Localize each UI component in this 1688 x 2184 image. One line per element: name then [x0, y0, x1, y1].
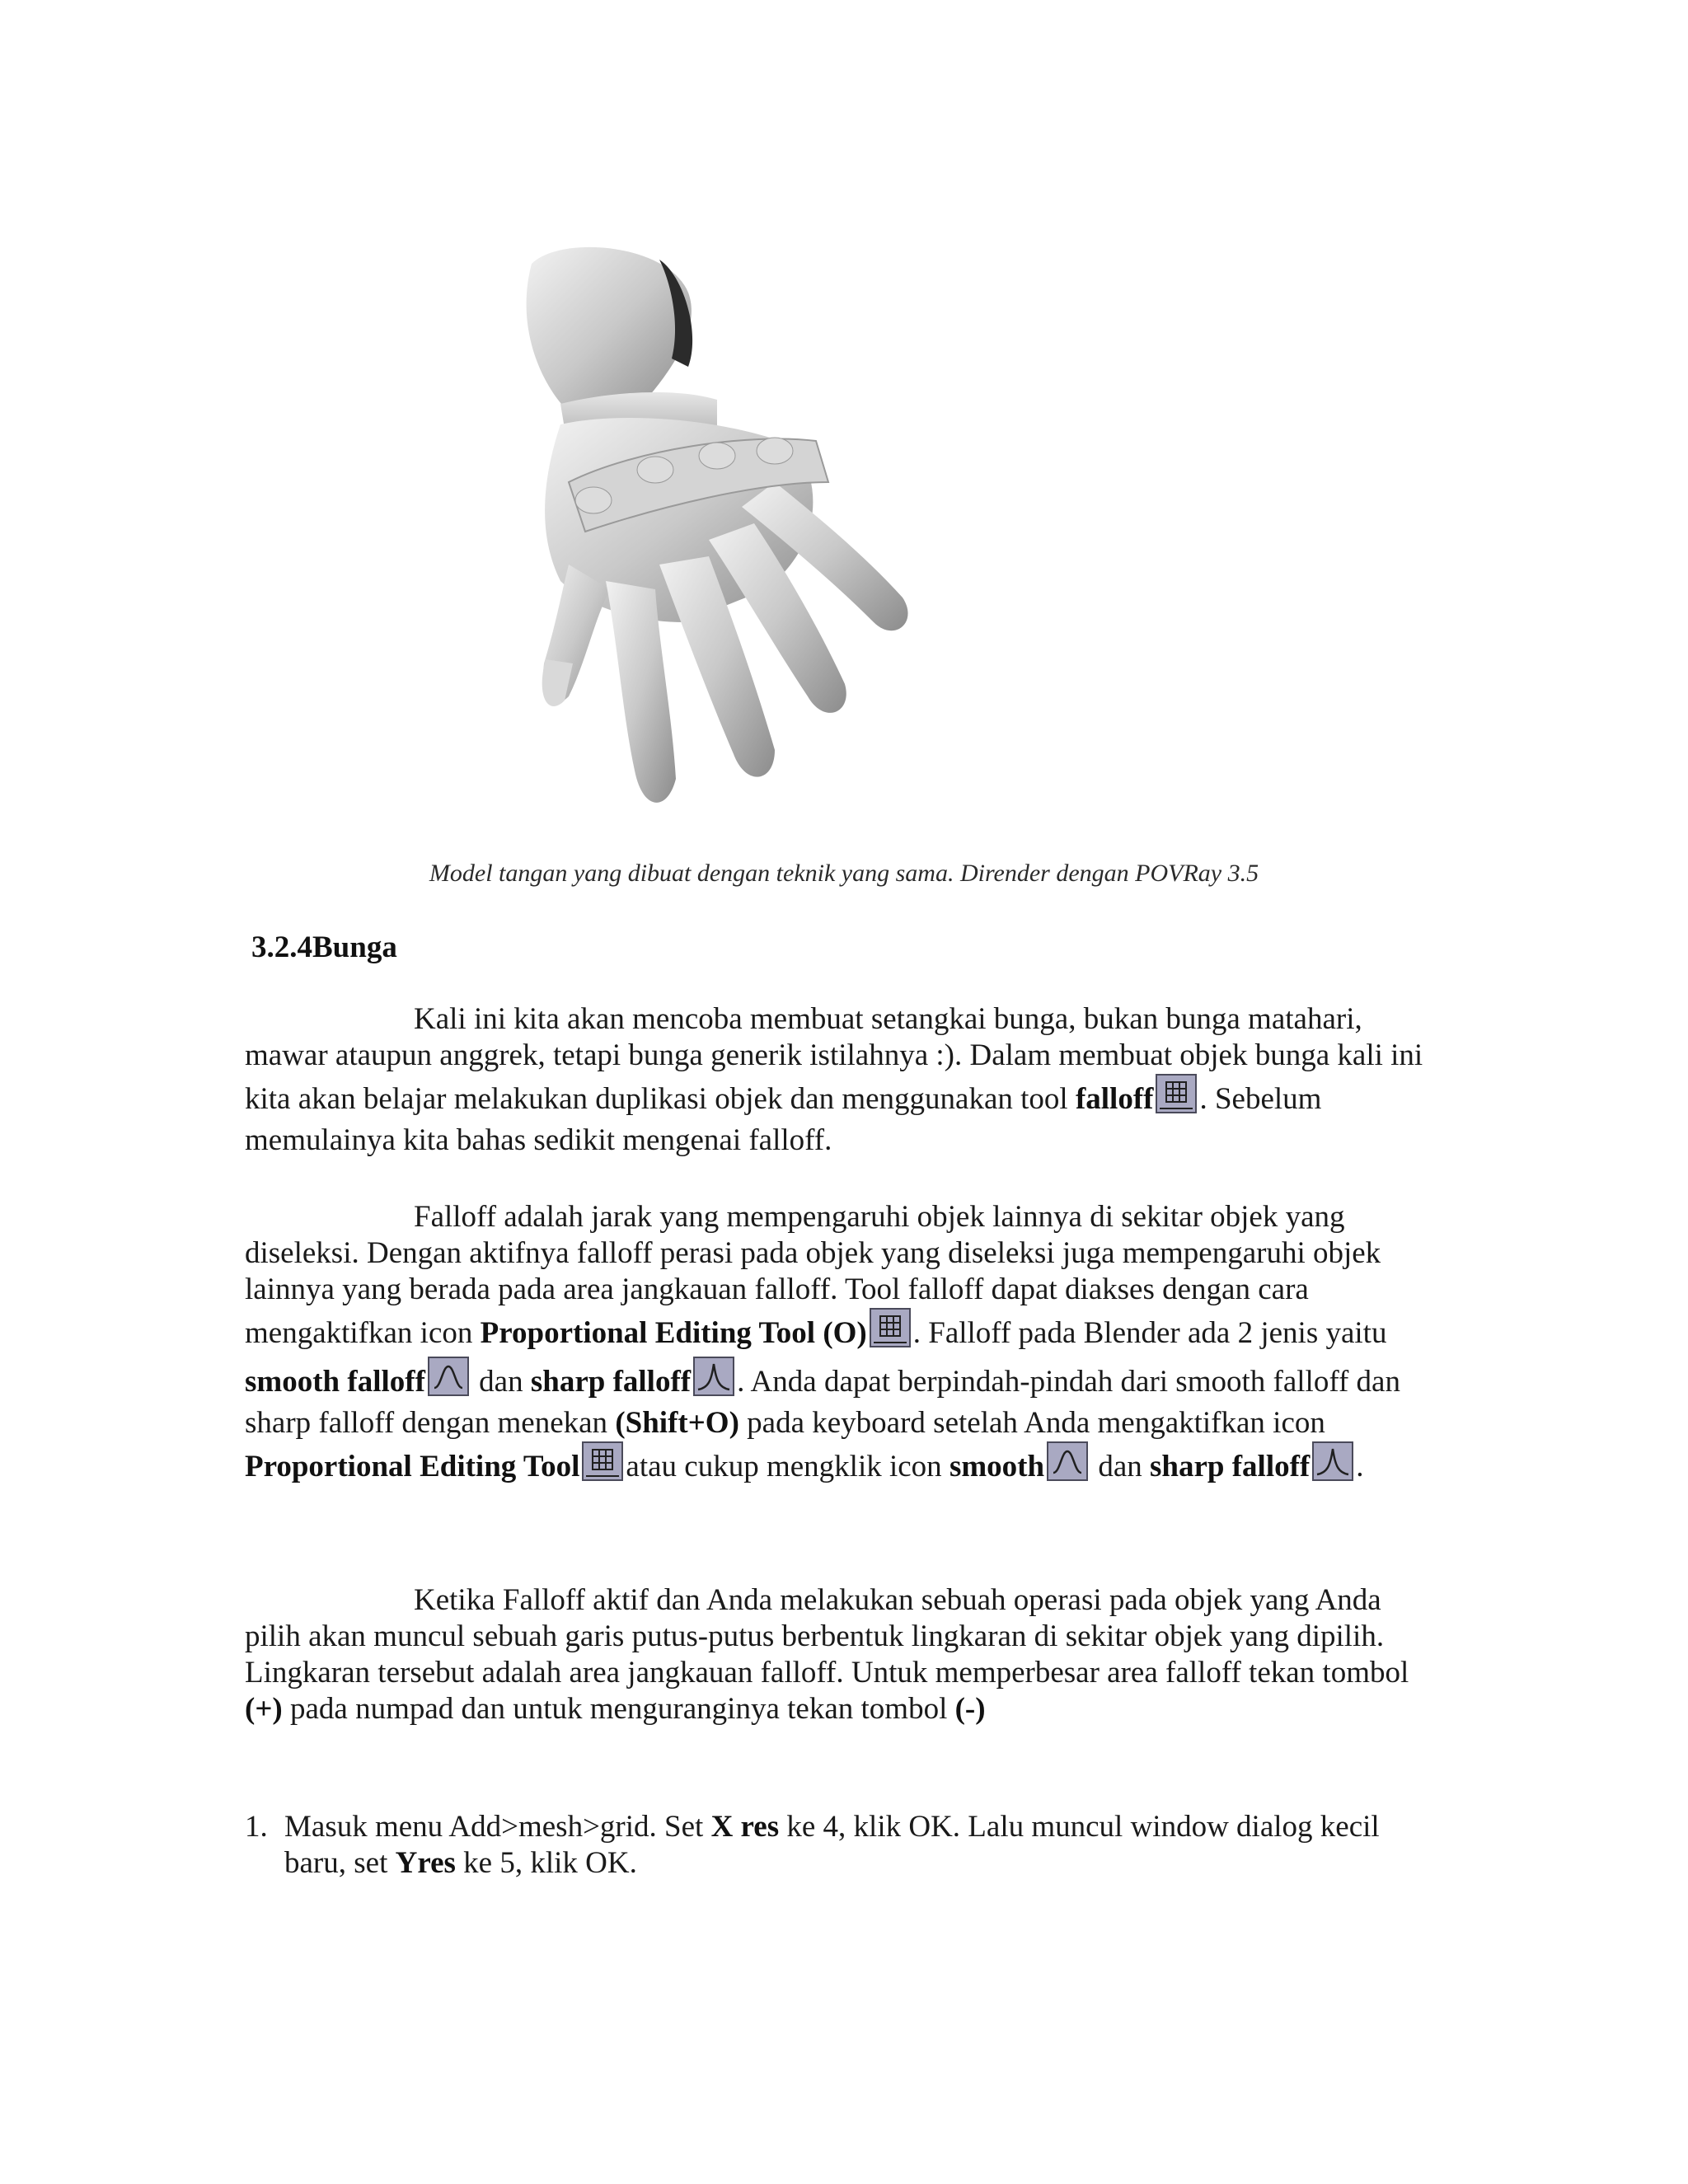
sharp-falloff-curve-icon — [1312, 1441, 1353, 1490]
hand-model-render — [470, 235, 1212, 828]
proportional-editing-grid-icon — [1156, 1074, 1197, 1122]
smooth-falloff-curve-icon — [428, 1357, 469, 1405]
steps-list — [245, 1809, 1440, 1882]
paragraph-falloff-usage: Ketika Falloff aktif dan Anda melakukan sebuah operasi pada objek yang Anda pilih akan muncul sebuah garis putus-putus berbentuk lingkaran di sekitar objek yang dipilih. Lingkaran tersebut adalah area jangkauan falloff. Untuk memperbesar area falloff tekan tombol (+) pada numpad dan untuk menguranginya tekan tombol (-) — [245, 1583, 1409, 1726]
section-heading: 3.2.4Bunga — [251, 930, 397, 964]
figure-caption: Model tangan yang dibuat dengan teknik yang sama. Dirender dengan POVRay 3.5 — [429, 860, 1259, 887]
paragraph-intro: Kali ini kita akan mencoba membuat setangkai bunga, bukan bunga matahari, mawar ataupun anggrek, tetapi bunga generik istilahnya :). Dalam membuat objek bunga kali ini kita akan belajar melakukan duplikasi objek dan menggunakan tool falloff . Sebelum memulainya kita bahas sedikit mengenai falloff. — [245, 1002, 1423, 1157]
paragraph-falloff-definition: Falloff adalah jarak yang mempengaruhi objek lainnya di sekitar objek yang diseleksi. Dengan aktifnya falloff perasi pada objek yang diseleksi juga mempengaruhi objek lainnya yang berada pada area jangkauan falloff. Tool falloff dapat diakses dengan cara mengaktifkan icon Proportional Editing Tool (O) . Falloff pada Blender ada 2 jenis yaitu smooth falloff dan sharp falloff . Anda dapat berpindah-pindah dari smooth falloff dan sharp falloff dengan menekan (Shift+O) pada keyboard setelah Anda mengaktifkan icon Proportional Editing Tool atau cukup mengklik icon smooth dan sharp falloff . — [245, 1199, 1440, 1490]
proportional-editing-grid-icon — [582, 1441, 623, 1490]
smooth-falloff-curve-icon — [1047, 1441, 1088, 1490]
list-item — [245, 1809, 1440, 1882]
list-item-number: 1. — [245, 1810, 268, 1844]
sharp-falloff-curve-icon — [693, 1357, 734, 1405]
list-item-text: Masuk menu Add>mesh>grid. Set X res ke 4, klik OK. Lalu muncul window dialog kecil baru, set Yres ke 5, klik OK. — [284, 1810, 1380, 1880]
proportional-editing-grid-icon — [870, 1308, 911, 1357]
